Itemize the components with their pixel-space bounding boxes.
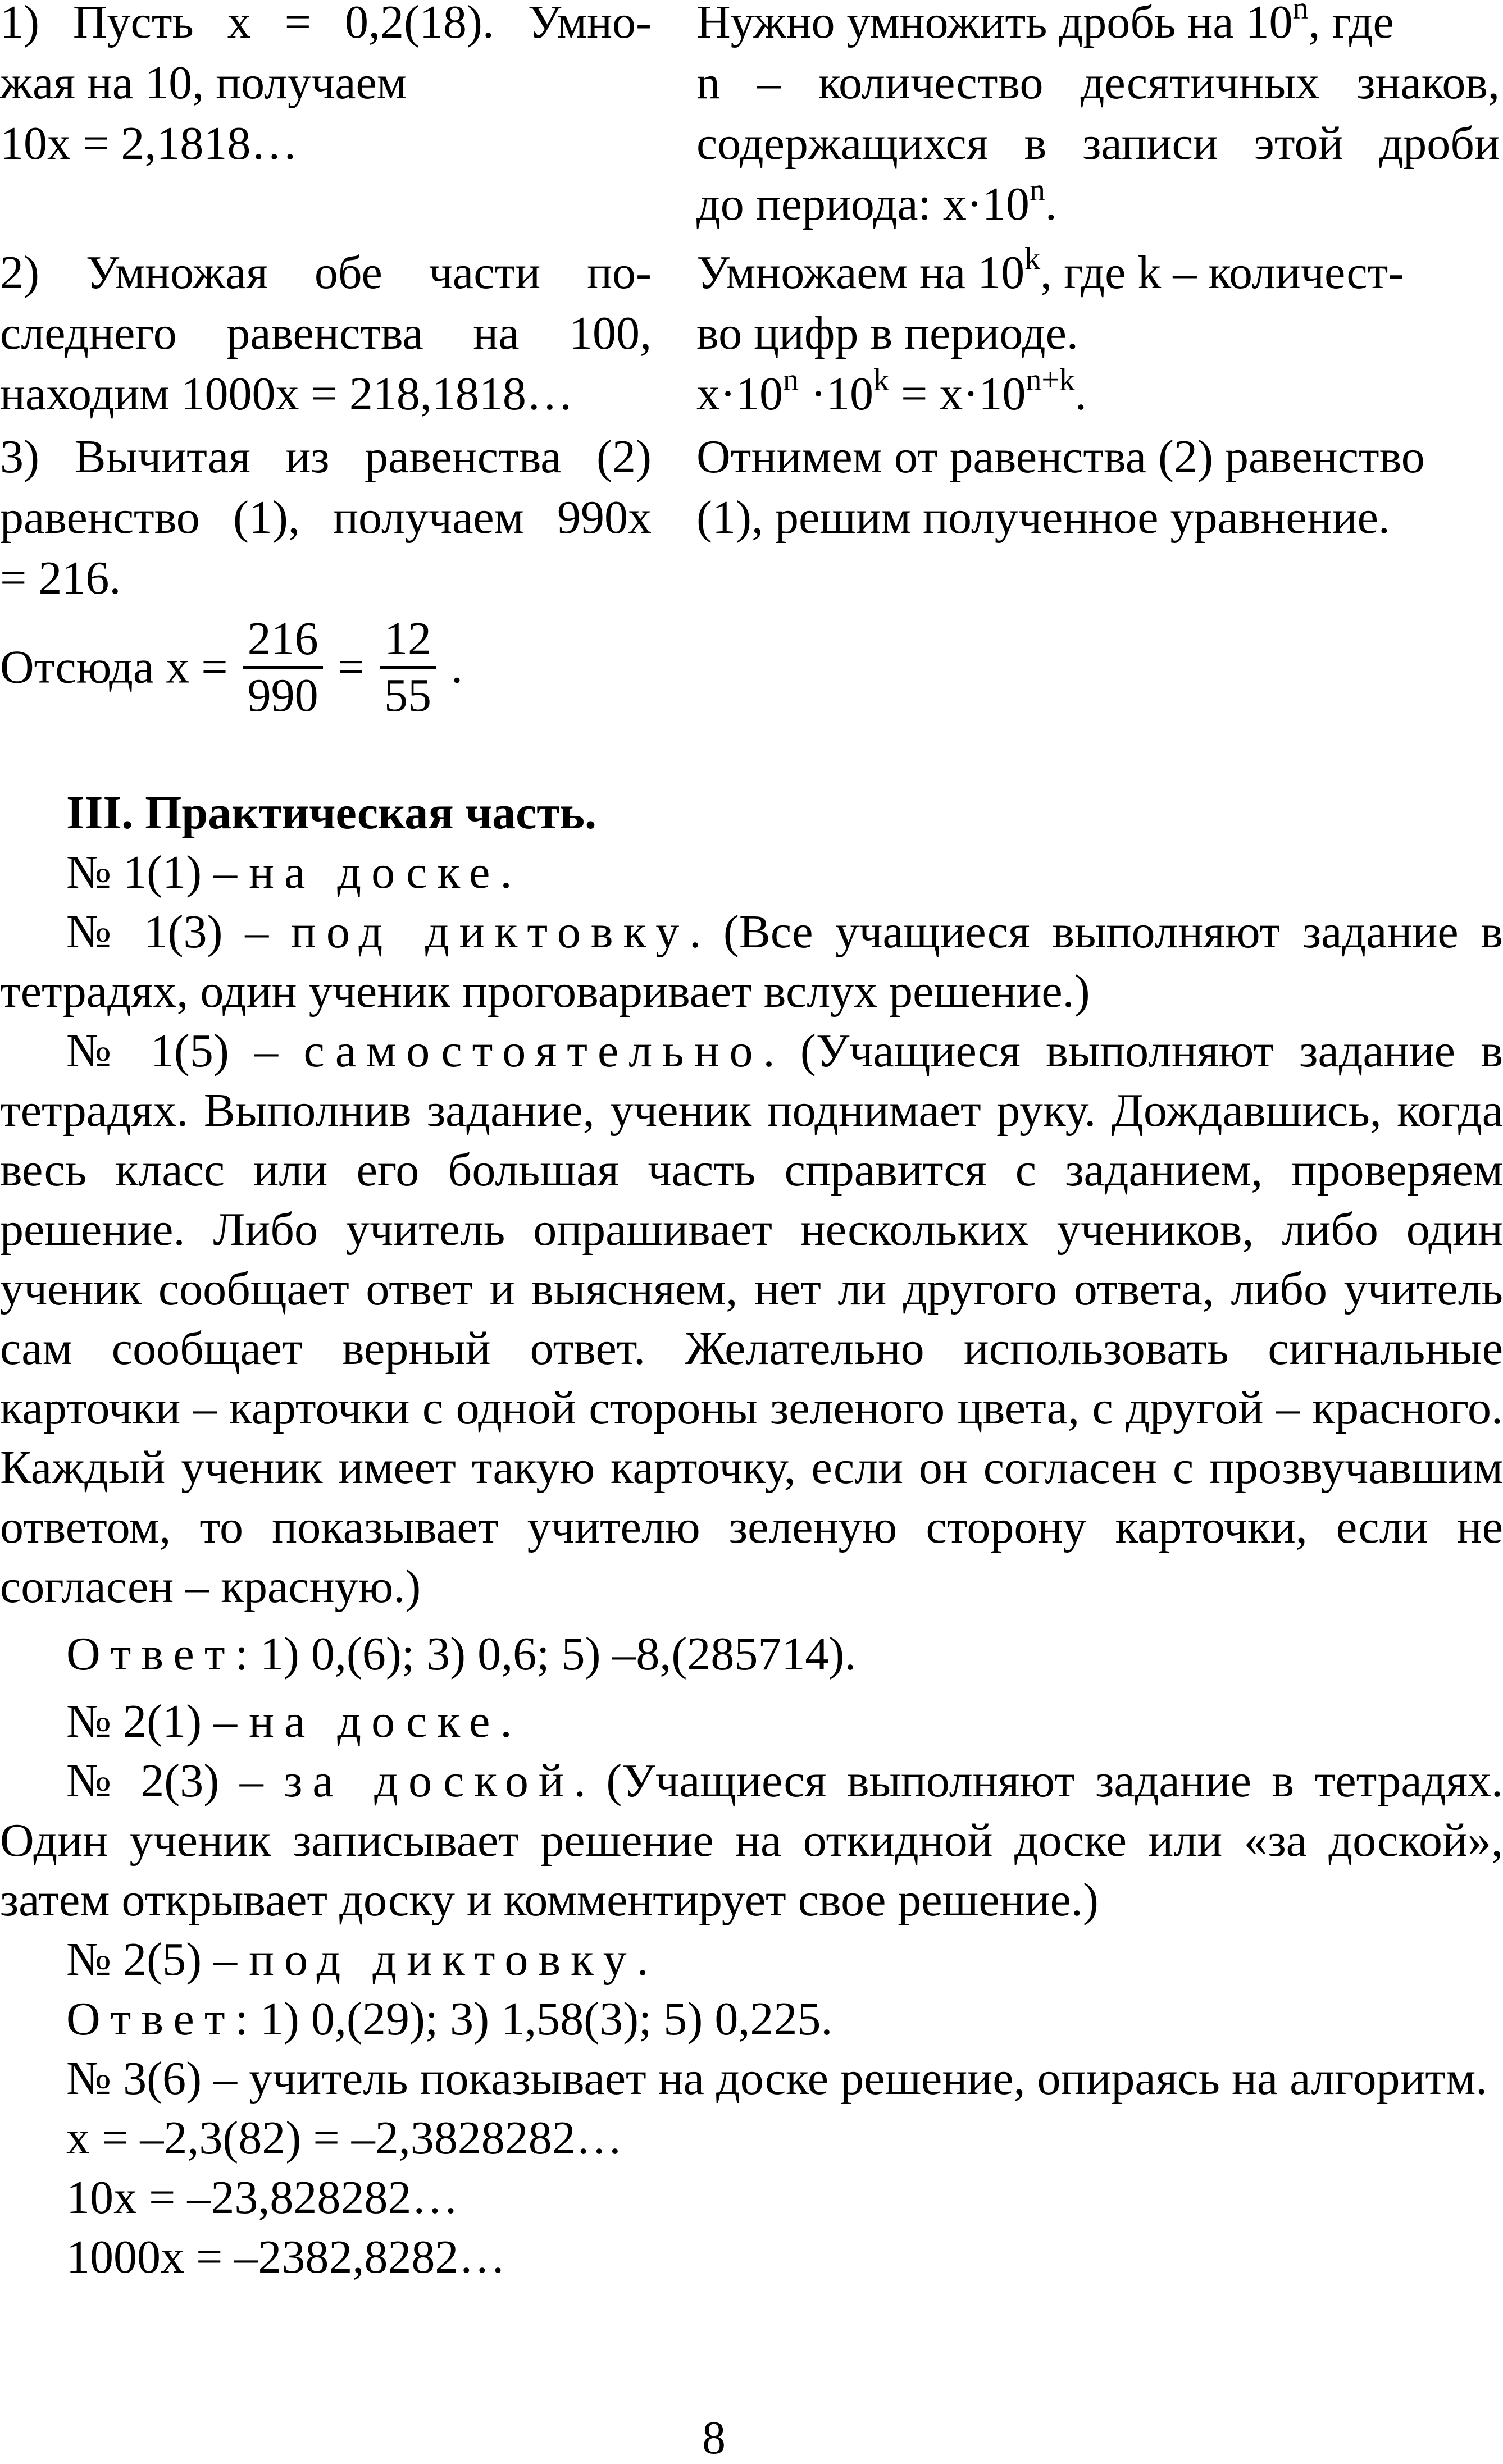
text-line: 10x = 2,1818… <box>0 117 298 170</box>
text-line: 3) Вычитая из равенства (2) <box>0 431 652 483</box>
answer-line: Ответ: 1) 0,(29); 3) 1,58(3); 5) 0,225. <box>66 1993 833 2045</box>
formula-suffix: . <box>450 641 463 693</box>
table-row-2-left <box>0 243 652 425</box>
text-line: 1) Пусть x = 0,2(18). Умно- <box>0 0 652 48</box>
task-item: № 2(3) – за доской. (Учащиеся выполняют задание в тетрадях. Один ученик записывает решение на откидной доске или «за доской», затем открывает доску и комментирует свое решение.) <box>0 1755 1503 1926</box>
task-item: № 1(1) – на доске. <box>66 846 512 898</box>
formula-prefix: Отсюда x = <box>0 641 228 693</box>
table-row-3-left <box>0 427 652 609</box>
equation-line: 1000x = –2382,8282… <box>66 2231 506 2283</box>
table-row-1-left <box>0 0 652 174</box>
table-row-2-right <box>696 243 1500 425</box>
fraction-216-990 <box>243 612 323 723</box>
text-line: n – количество десятичных знаков, <box>696 57 1500 109</box>
formula-line <box>0 612 730 723</box>
task-item: № 2(5) – под диктовку. <box>66 1933 649 1986</box>
answer-line: Ответ: 1) 0,(6); 3) 0,6; 5) –8,(285714). <box>66 1628 857 1680</box>
table-row-1-right <box>696 0 1500 235</box>
fraction-12-55 <box>380 612 436 723</box>
fraction-numerator: 216 <box>243 612 323 669</box>
text-line: $x\cdot 10^n \cdot 10^k = x\cdot 10^{n+k}$. <box>696 363 1087 420</box>
text-line: находим 1000x = 218,1818… <box>0 368 573 420</box>
text-line: содержащихся в записи этой дроби <box>696 117 1500 170</box>
practical-section <box>0 783 1503 2287</box>
section-heading: III. Практическая часть. <box>66 787 597 839</box>
text-line: во цифр в периоде. <box>696 307 1078 359</box>
text-line: Отнимем от равенства (2) равенство <box>696 431 1425 483</box>
fraction-denominator: 990 <box>247 669 318 722</box>
fraction-denominator: 55 <box>384 669 431 722</box>
text-line: = 216. <box>0 552 121 604</box>
task-item: № 1(5) – самостоятельно. (Учащиеся выполняют задание в тетрадях. Выполнив задание, ученик поднимает руку. Дождавшись, когда весь класс или его большая часть справится с заданием, проверяем решение. Либо учитель опрашивает нескольких учеников, либо один ученик сообщает ответ и выясняем, нет ли другого ответа, либо учитель сам сообщает верный ответ. Желательно использовать сигнальные карточки – карточки с одной стороны зеленого цвета, с другой – красного. Каждый ученик имеет такую карточку, если он согласен с прозвучавшим ответом, то показывает учителю зеленую сторону карточки, если не согласен – красную.) <box>0 1025 1503 1613</box>
text-line: 2) Умножая обе части по- <box>0 247 652 299</box>
equation-line: 10x = –23,828282… <box>66 2171 459 2224</box>
text-line: до периода: $x\cdot 10^n$. <box>696 173 1057 230</box>
task-item: № 3(6) – учитель показывает на доске решение, опираясь на алгоритм. <box>66 2052 1488 2105</box>
text-line: Умножаем на 10$^k$, где k – количест- <box>696 241 1404 299</box>
fraction-numerator: 12 <box>380 612 436 669</box>
text-line: (1), решим полученное уравнение. <box>696 491 1390 544</box>
text-line: равенство (1), получаем 990x <box>0 491 652 544</box>
task-item: № 2(1) – на доске. <box>66 1695 512 1747</box>
text-line: Нужно умножить дробь на 10$^n$, где <box>696 0 1394 48</box>
text-line: следнего равенства на 100, <box>0 307 652 359</box>
task-item: № 1(3) – под диктовку. (Все учащиеся выполняют задание в тетрадях, один ученик проговаривает вслух решение.) <box>0 906 1503 1017</box>
table-row-3-right <box>696 427 1500 548</box>
equals-sign: = <box>338 641 365 693</box>
page-number: 8 <box>702 2412 726 2464</box>
text-line: жая на 10, получаем <box>0 57 407 109</box>
conclusion-formula <box>0 612 730 723</box>
equation-line: x = –2,3(82) = –2,3828282… <box>66 2112 623 2164</box>
